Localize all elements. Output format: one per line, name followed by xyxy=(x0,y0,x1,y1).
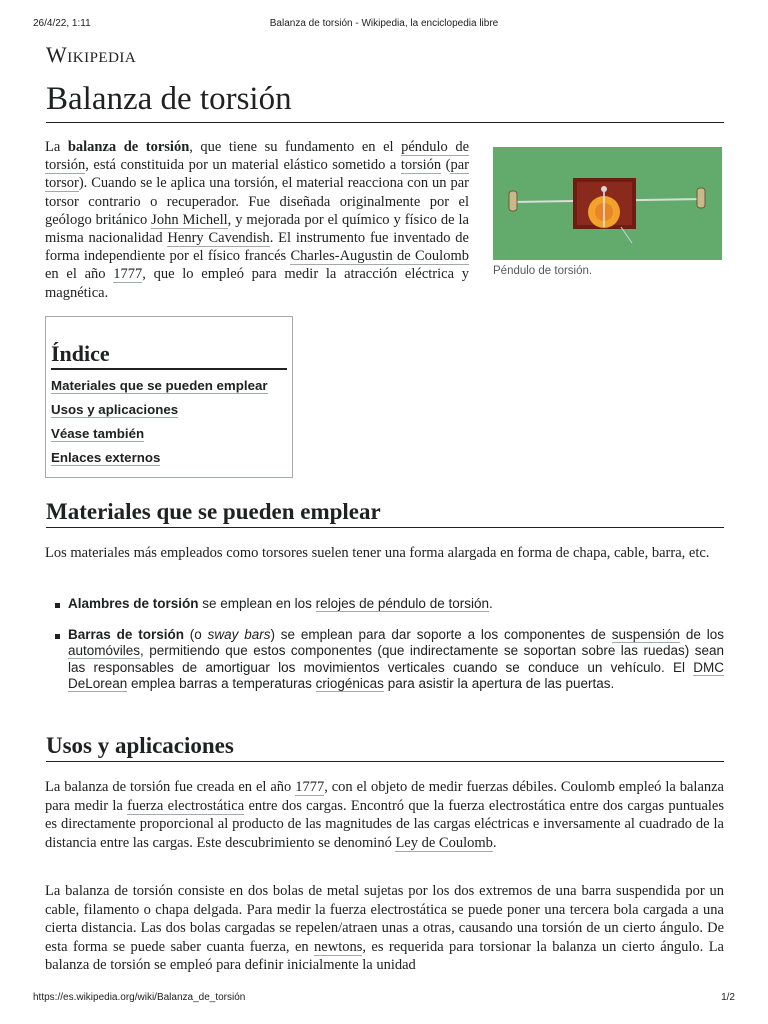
text: La xyxy=(45,139,68,155)
intro-paragraph xyxy=(45,138,469,302)
text: , que tiene su fundamento en el xyxy=(189,139,402,155)
text: se emplean en los xyxy=(198,596,316,611)
bold-term: balanza de torsión xyxy=(67,139,190,155)
toc-item-label: Véase también xyxy=(51,426,145,441)
text: ) se emplean para dar soporte a los componentes de xyxy=(270,626,612,642)
usos-paragraph-2 xyxy=(45,882,724,975)
toc-item-usos[interactable] xyxy=(51,401,287,418)
print-page-number: 1/2 xyxy=(721,992,735,1003)
link-coulomb[interactable]: Charles-Augustin de Coulomb xyxy=(290,248,469,265)
toc-item-vease-tambien[interactable] xyxy=(51,425,287,442)
figure xyxy=(493,147,722,277)
text: emplea barras a temperaturas xyxy=(127,676,316,692)
toc-item-label: Usos y aplicaciones xyxy=(51,402,179,417)
usos-paragraph-1 xyxy=(45,778,724,852)
text: para asistir la apertura de las puertas. xyxy=(383,676,615,692)
toc-item-enlaces-externos[interactable] xyxy=(51,449,287,466)
torsion-pendulum-photo[interactable] xyxy=(493,147,722,260)
wikipedia-logo[interactable]: Wikipedia xyxy=(46,42,137,67)
link-dmc-delorean[interactable]: DMC DeLorean xyxy=(68,659,724,692)
toc-item-materiales[interactable] xyxy=(51,377,287,394)
text: , y mejorada por el químico y físico de la misma nacionalidad xyxy=(45,211,469,247)
link-par-torsor[interactable]: par torsor xyxy=(45,157,469,192)
text: . xyxy=(488,596,493,611)
link-relojes[interactable]: relojes de péndulo de torsión xyxy=(315,596,489,611)
figure-caption: Péndulo de torsión. xyxy=(493,265,593,277)
text: La balanza de torsión consiste en dos bolas de metal sujetas por los dos extremos de una barra suspendida por un cable, filamento o chapa delgada. Para medir la fuerza electrostática se puede poner una tercera bola cargada a una cierta distancia. Las dos bolas cargadas se repelen/atraen unas a otras, causando una torsión de un cierto ángulo. De esta forma se puede saber cuanta fuerza, en xyxy=(45,883,724,955)
text: , permitiendo que estos componentes (que indirectamente se soportan sobre las ruedas) sean las responsables de amortiguar los movimientos verticales cuando se conduce un vehículo. El xyxy=(68,643,724,675)
table-of-contents xyxy=(45,316,293,478)
materiales-list xyxy=(45,596,724,707)
bold-term: Barras de torsión xyxy=(68,626,184,642)
materiales-paragraph: Los materiales más empleados como torsores suelen tener una forma alargada en forma de chapa, cable, barra, etc. xyxy=(45,545,710,561)
text: , está constituida por un material elástico sometido a xyxy=(85,157,401,174)
torsion-pendulum-illustration xyxy=(493,147,722,260)
section-heading-materiales: Materiales que se pueden emplear xyxy=(46,498,724,528)
print-url: https://es.wikipedia.org/wiki/Balanza_de_torsión xyxy=(33,992,246,1003)
link-john-michell[interactable]: John Michell xyxy=(151,211,228,228)
toc-item-label: Enlaces externos xyxy=(51,450,161,465)
link-newtons[interactable]: newtons xyxy=(314,938,363,955)
text: ( xyxy=(441,157,451,174)
link-henry-cavendish[interactable]: Henry Cavendish xyxy=(167,230,270,247)
section-heading-usos: Usos y aplicaciones xyxy=(46,732,724,762)
text: , es requerida para torsionar la balanza un cierto ángulo. La balanza de torsión se empleó para definir inicialmente la unidad xyxy=(45,938,724,974)
italic-term: sway bars xyxy=(207,626,271,642)
text: , con el objeto de medir fuerzas débiles. Coulomb empleó la balanza para medir la xyxy=(45,779,724,814)
text: . El instrumento fue inventado de forma independiente por el físico francés xyxy=(45,230,469,265)
link-pendulo-de-torsion[interactable]: péndulo de torsión xyxy=(45,139,470,174)
link-year-1777[interactable]: 1777 xyxy=(113,266,143,283)
print-page-title: Balanza de torsión - Wikipedia, la enciclopedia libre xyxy=(269,18,499,29)
link-year-1777[interactable]: 1777 xyxy=(295,779,325,795)
text: ). Cuando se le aplica una torsión, el material reacciona con un par torsor contrario o recuperador. Fue diseñada originalmente por el geólogo británico xyxy=(45,175,469,228)
link-ley-de-coulomb[interactable]: Ley de Coulomb xyxy=(395,834,493,851)
text: , que lo empleó para medir la atracción eléctrica y magnética. xyxy=(45,266,469,301)
link-criogenicas[interactable]: criogénicas xyxy=(315,676,384,692)
print-date: 26/4/22, 1:11 xyxy=(33,18,91,29)
list-item xyxy=(45,596,724,613)
toc-title: Índice xyxy=(51,341,287,370)
link-automoviles[interactable]: automóviles xyxy=(68,643,141,659)
text: (o xyxy=(183,626,208,642)
text: en el año xyxy=(45,266,114,283)
page-title: Balanza de torsión xyxy=(46,80,724,123)
list-item xyxy=(45,627,724,693)
link-suspension[interactable]: suspensión xyxy=(611,626,681,642)
text: de los xyxy=(680,626,724,642)
link-torsion[interactable]: torsión xyxy=(400,157,442,174)
text: . xyxy=(492,834,497,851)
bold-term: Alambres de torsión xyxy=(68,596,199,611)
toc-item-label: Materiales que se pueden emplear xyxy=(51,378,268,393)
text: entre dos cargas. Encontró que la fuerza electrostática entre dos cargas puntuales es directamente proporcional al producto de las magnitudes de las cargas eléctricas e inversamente al cuadrado de la distancia entre las cargas. Este descubrimiento se denominó xyxy=(45,797,724,851)
link-fuerza-electrostatica[interactable]: fuerza electrostática xyxy=(127,797,245,814)
text: La balanza de torsión fue creada en el año xyxy=(45,779,296,795)
